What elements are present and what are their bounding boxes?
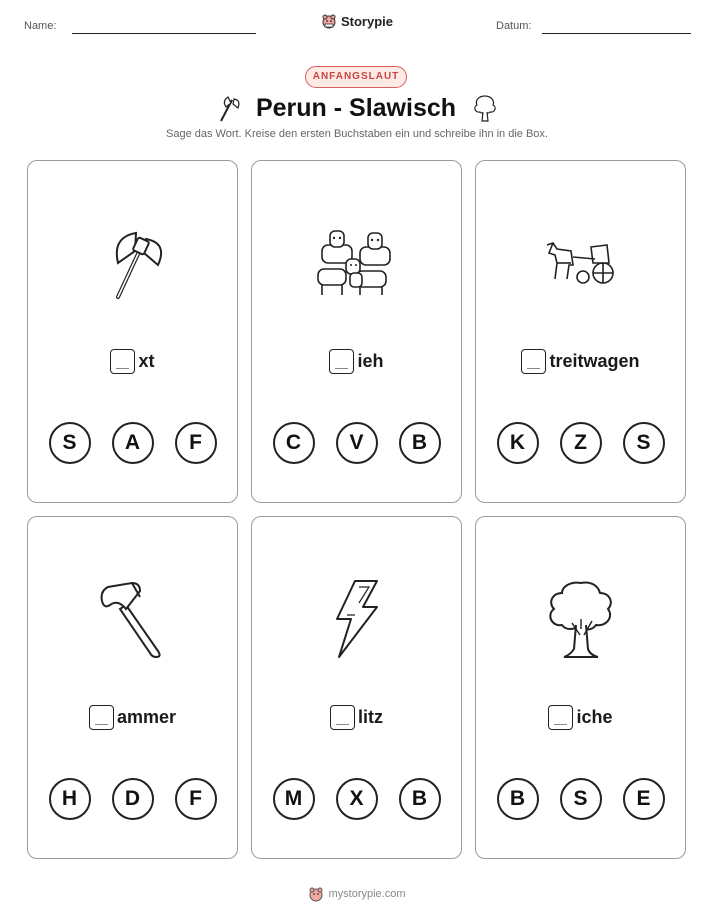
- cows-icon: [316, 229, 398, 297]
- storypie-logo-icon: [321, 13, 337, 29]
- letter-choice[interactable]: B: [497, 778, 539, 820]
- card-hammer: [27, 516, 238, 859]
- axe-icon: [214, 93, 242, 123]
- storypie-logo-icon: [308, 886, 324, 902]
- word-remainder: litz: [358, 707, 383, 727]
- letter-choice[interactable]: F: [175, 778, 217, 820]
- letter-choice[interactable]: D: [112, 778, 154, 820]
- word-remainder: treitwagen: [549, 351, 640, 371]
- instructions: Sage das Wort. Kreise den ersten Buchstaben ein und schreibe ihn in die Box.: [166, 128, 548, 140]
- letter-answer-box[interactable]: [89, 705, 114, 730]
- card-axt: [27, 160, 238, 503]
- date-label: Datum:: [496, 20, 532, 32]
- letter-choice[interactable]: V: [336, 422, 378, 464]
- letter-choice[interactable]: F: [175, 422, 217, 464]
- letter-answer-box[interactable]: [110, 349, 135, 374]
- brand: [0, 13, 714, 34]
- letter-choice[interactable]: H: [49, 778, 91, 820]
- brand-name: Storypie: [340, 13, 393, 29]
- hammer-icon: [96, 579, 170, 659]
- word-remainder: xt: [138, 351, 155, 371]
- letter-answer-box[interactable]: [521, 349, 546, 374]
- word-remainder: ammer: [116, 707, 177, 727]
- letter-choice[interactable]: S: [560, 778, 602, 820]
- letter-choice[interactable]: B: [399, 422, 441, 464]
- letter-choice[interactable]: M: [273, 778, 315, 820]
- letter-choice[interactable]: A: [112, 422, 154, 464]
- name-label: Name:: [24, 20, 57, 32]
- word-remainder: ieh: [357, 351, 384, 371]
- footer-url[interactable]: mystorypie.com: [328, 888, 406, 900]
- category-tag: ANFANGSLAUT: [305, 66, 407, 88]
- letter-choice[interactable]: C: [273, 422, 315, 464]
- word-remainder: iche: [576, 707, 613, 727]
- footer: [0, 886, 714, 907]
- axe-icon: [98, 223, 168, 303]
- letter-choice[interactable]: X: [336, 778, 378, 820]
- lightning-icon: [329, 579, 385, 659]
- page-title: Perun - Slawisch: [255, 93, 457, 122]
- card-eiche: [475, 516, 686, 859]
- letter-choice[interactable]: S: [49, 422, 91, 464]
- letter-choice[interactable]: B: [399, 778, 441, 820]
- horse-chariot-icon: [543, 239, 619, 287]
- card-blitz: [251, 516, 462, 859]
- letter-choice[interactable]: K: [497, 422, 539, 464]
- letter-answer-box[interactable]: [548, 705, 573, 730]
- tree-icon: [470, 93, 500, 123]
- card-streitwagen: [475, 160, 686, 503]
- oak-tree-icon: [544, 579, 618, 659]
- date-line[interactable]: [542, 33, 691, 34]
- card-vieh: [251, 160, 462, 503]
- letter-answer-box[interactable]: [330, 705, 355, 730]
- letter-answer-box[interactable]: [329, 349, 354, 374]
- letter-choice[interactable]: Z: [560, 422, 602, 464]
- letter-choice[interactable]: E: [623, 778, 665, 820]
- title-row: [0, 90, 714, 126]
- letter-choice[interactable]: S: [623, 422, 665, 464]
